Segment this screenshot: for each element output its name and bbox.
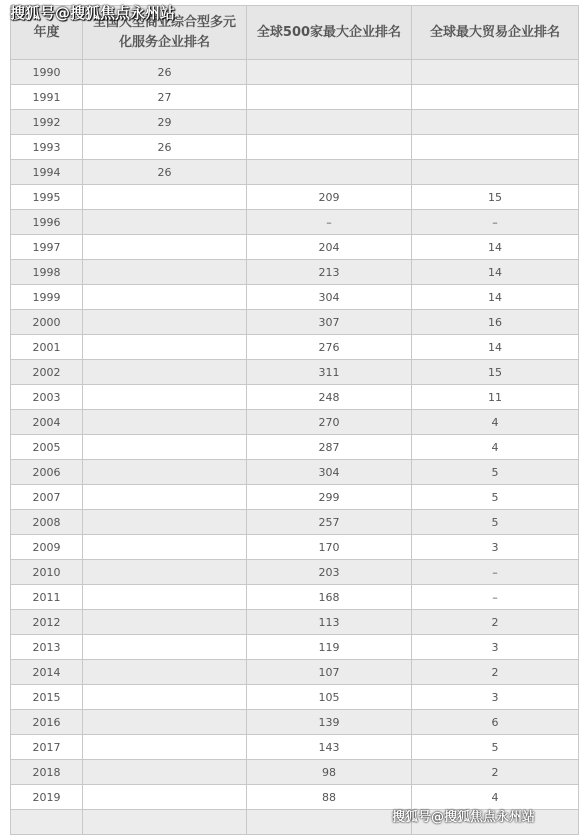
cell-domestic-rank [83,235,247,260]
cell-year [11,810,83,835]
cell-year: 2016 [11,710,83,735]
cell-year: 2003 [11,385,83,410]
cell-year: 2019 [11,785,83,810]
cell-global500-rank: 276 [247,335,412,360]
table-row [11,685,579,710]
cell-year: 1997 [11,235,83,260]
cell-global500-rank: 203 [247,560,412,585]
table-row [11,585,579,610]
cell-year: 2009 [11,535,83,560]
cell-global500-rank: 311 [247,360,412,385]
table-row [11,535,579,560]
cell-domestic-rank [83,360,247,385]
table-row [11,760,579,785]
watermark-top: 搜狐号@搜狐焦点永州站 [10,4,176,22]
cell-domestic-rank [83,560,247,585]
cell-domestic-rank [83,585,247,610]
table-row [11,410,579,435]
cell-year: 1990 [11,60,83,85]
table-row [11,385,579,410]
cell-year: 2011 [11,585,83,610]
cell-domestic-rank [83,385,247,410]
cell-global500-rank: 209 [247,185,412,210]
cell-global500-rank: 287 [247,435,412,460]
cell-global500-rank: 139 [247,710,412,735]
cell-domestic-rank: 26 [83,60,247,85]
cell-year: 1994 [11,160,83,185]
header-year: 年度 [11,6,83,60]
table-row [11,435,579,460]
table-body [11,60,579,835]
cell-year: 2018 [11,760,83,785]
cell-global500-rank: – [247,210,412,235]
cell-global-trade-rank: 6 [412,710,579,735]
cell-domestic-rank [83,685,247,710]
table-row [11,735,579,760]
table-row [11,110,579,135]
table-row [11,135,579,160]
cell-global-trade-rank [412,85,579,110]
cell-global500-rank: 107 [247,660,412,685]
cell-global-trade-rank [412,110,579,135]
cell-global500-rank: 304 [247,285,412,310]
cell-global500-rank: 168 [247,585,412,610]
cell-domestic-rank [83,460,247,485]
table-row [11,560,579,585]
cell-year: 2008 [11,510,83,535]
cell-global-trade-rank: 5 [412,460,579,485]
cell-domestic-rank [83,510,247,535]
cell-global500-rank [247,110,412,135]
cell-domestic-rank [83,635,247,660]
cell-global-trade-rank: 5 [412,485,579,510]
cell-global500-rank: 307 [247,310,412,335]
cell-domestic-rank: 27 [83,85,247,110]
cell-year: 1995 [11,185,83,210]
cell-domestic-rank: 29 [83,110,247,135]
cell-domestic-rank [83,410,247,435]
cell-global500-rank: 304 [247,460,412,485]
header-global500-rank: 全球500家最大企业排名 [247,6,412,60]
cell-domestic-rank [83,310,247,335]
cell-global-trade-rank [412,160,579,185]
cell-year: 2007 [11,485,83,510]
cell-global500-rank: 248 [247,385,412,410]
cell-global-trade-rank: – [412,560,579,585]
cell-global-trade-rank: 16 [412,310,579,335]
cell-global500-rank [247,85,412,110]
table-row [11,635,579,660]
cell-global500-rank [247,60,412,85]
cell-domestic-rank [83,610,247,635]
table-row [11,485,579,510]
ranking-table [10,5,579,835]
cell-global500-rank: 204 [247,235,412,260]
table-row [11,235,579,260]
cell-global-trade-rank: 14 [412,235,579,260]
cell-domestic-rank [83,285,247,310]
cell-year: 1992 [11,110,83,135]
cell-year: 1993 [11,135,83,160]
cell-year: 2012 [11,610,83,635]
cell-year: 2002 [11,360,83,385]
cell-global-trade-rank: 4 [412,785,579,810]
cell-domestic-rank [83,535,247,560]
cell-global-trade-rank: 15 [412,185,579,210]
table-row [11,335,579,360]
cell-year: 2013 [11,635,83,660]
table-row [11,510,579,535]
cell-global-trade-rank: – [412,585,579,610]
table-row [11,260,579,285]
cell-domestic-rank [83,260,247,285]
table-row [11,185,579,210]
cell-global-trade-rank: 2 [412,660,579,685]
cell-domestic-rank [83,185,247,210]
cell-global-trade-rank: 15 [412,360,579,385]
cell-year: 2015 [11,685,83,710]
cell-global-trade-rank: – [412,210,579,235]
cell-global500-rank: 98 [247,760,412,785]
cell-domestic-rank [83,785,247,810]
table-row [11,310,579,335]
cell-global-trade-rank: 3 [412,685,579,710]
cell-domestic-rank [83,435,247,460]
table-row [11,610,579,635]
cell-global500-rank: 119 [247,635,412,660]
cell-domestic-rank [83,810,247,835]
cell-global500-rank: 105 [247,685,412,710]
cell-global-trade-rank: 14 [412,285,579,310]
table-row [11,460,579,485]
cell-global500-rank: 213 [247,260,412,285]
table-row [11,85,579,110]
cell-global500-rank [247,810,412,835]
cell-year: 2014 [11,660,83,685]
cell-global-trade-rank [412,135,579,160]
cell-global-trade-rank: 11 [412,385,579,410]
header-global-trade-rank: 全球最大贸易企业排名 [412,6,579,60]
cell-global-trade-rank: 3 [412,535,579,560]
cell-global500-rank: 257 [247,510,412,535]
cell-year: 1999 [11,285,83,310]
cell-global500-rank: 170 [247,535,412,560]
cell-global-trade-rank: 5 [412,510,579,535]
cell-domestic-rank: 26 [83,135,247,160]
cell-year: 2017 [11,735,83,760]
cell-domestic-rank [83,760,247,785]
cell-global-trade-rank [412,60,579,85]
cell-global-trade-rank: 4 [412,410,579,435]
table-row [11,210,579,235]
table-row [11,285,579,310]
cell-global-trade-rank: 4 [412,435,579,460]
cell-domestic-rank [83,710,247,735]
table-row [11,160,579,185]
cell-global500-rank: 113 [247,610,412,635]
watermark-bottom: 搜狐号@搜狐焦点永州站 [392,810,536,825]
table-row [11,60,579,85]
cell-global-trade-rank: 3 [412,635,579,660]
cell-global500-rank: 88 [247,785,412,810]
table-row [11,360,579,385]
cell-domestic-rank [83,485,247,510]
table-row [11,710,579,735]
cell-global-trade-rank: 2 [412,610,579,635]
cell-year: 2005 [11,435,83,460]
cell-year: 1996 [11,210,83,235]
cell-year: 2004 [11,410,83,435]
cell-global-trade-rank: 5 [412,735,579,760]
cell-year: 2000 [11,310,83,335]
header-domestic-rank: 全国大型商业综合型多元化服务企业排名 [83,6,247,60]
cell-year: 1998 [11,260,83,285]
cell-global500-rank [247,135,412,160]
cell-domestic-rank [83,210,247,235]
cell-global500-rank: 299 [247,485,412,510]
cell-domestic-rank [83,660,247,685]
cell-domestic-rank: 26 [83,160,247,185]
cell-global500-rank: 270 [247,410,412,435]
cell-year: 2010 [11,560,83,585]
cell-global500-rank [247,160,412,185]
cell-domestic-rank [83,335,247,360]
table-row [11,660,579,685]
cell-global-trade-rank: 14 [412,260,579,285]
cell-year: 1991 [11,85,83,110]
cell-year: 2001 [11,335,83,360]
cell-global-trade-rank: 14 [412,335,579,360]
cell-domestic-rank [83,735,247,760]
cell-global500-rank: 143 [247,735,412,760]
cell-global-trade-rank: 2 [412,760,579,785]
cell-year: 2006 [11,460,83,485]
